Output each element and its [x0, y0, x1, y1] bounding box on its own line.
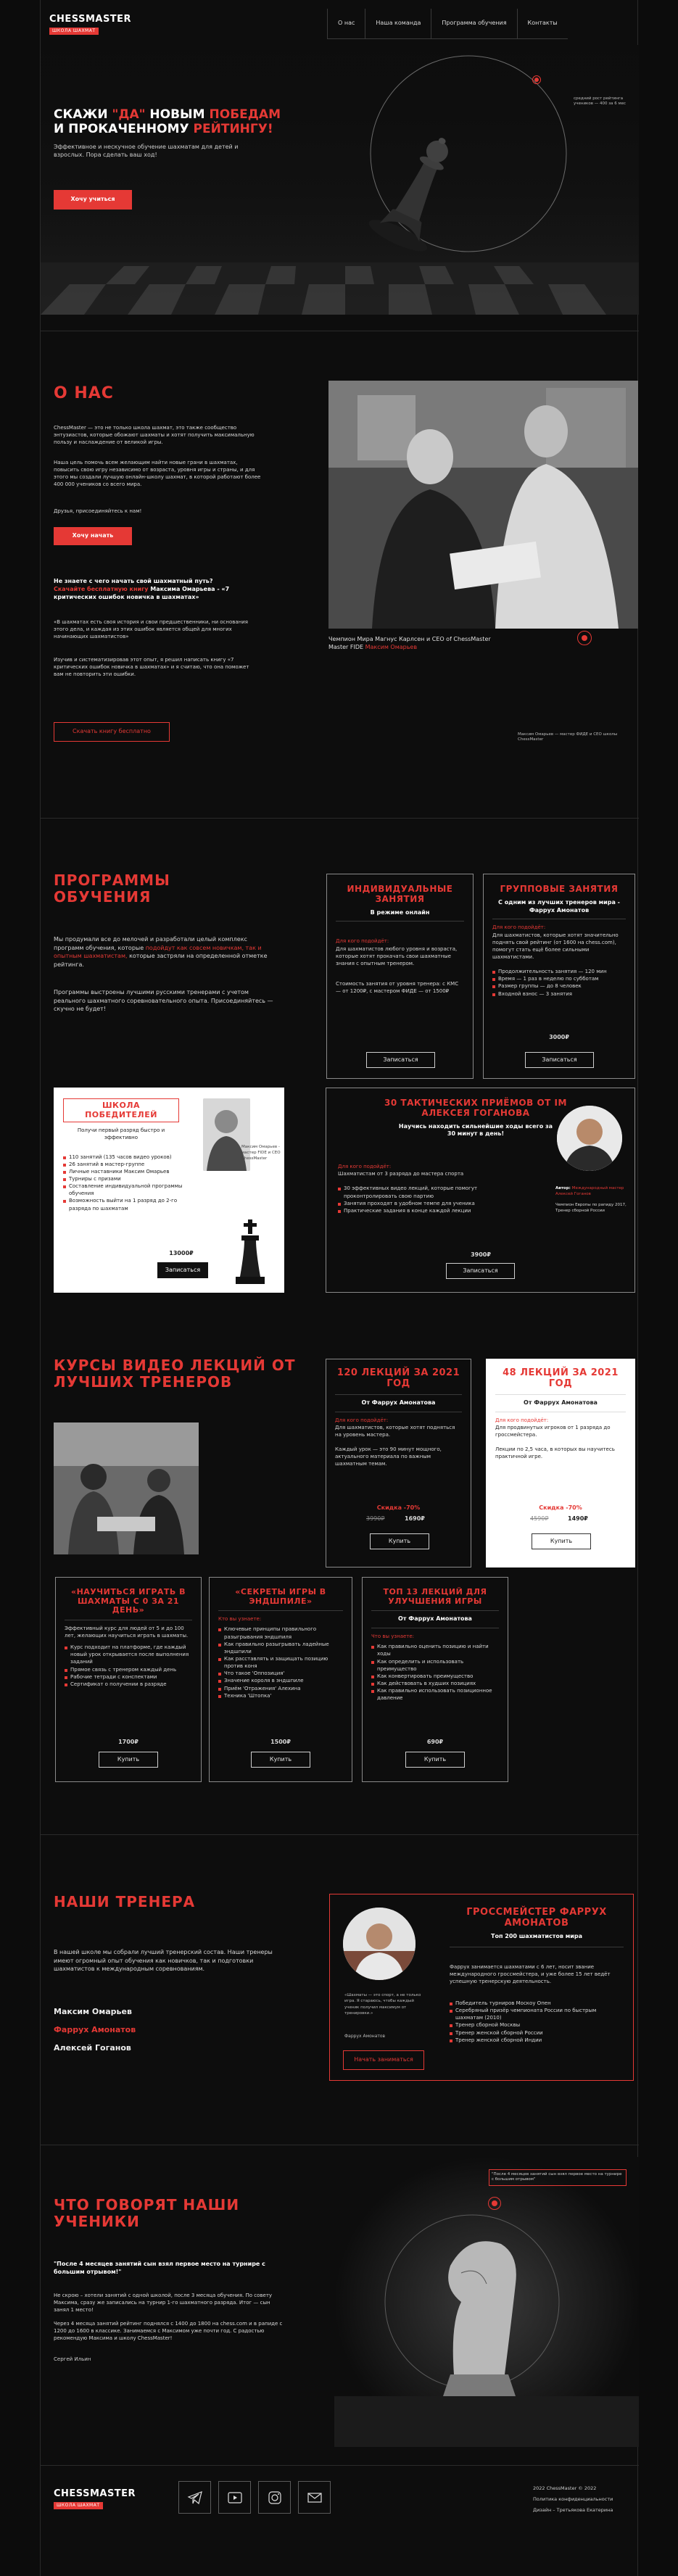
card-school-title-box: [63, 1098, 179, 1122]
list-item: Как расставлять и защищать позицию против коня: [218, 1655, 343, 1670]
carlsen-photo: [328, 381, 638, 629]
list-item: Приём 'Отражения' Алехина: [218, 1685, 343, 1692]
book-download-link[interactable]: Скачайте бесплатную книгу: [54, 585, 149, 592]
list-item: Возможность выйти на 1 разряд до 2-го разряда по шахматам: [63, 1197, 190, 1212]
knight-photo: [334, 2157, 639, 2447]
card-individual-label: Для кого подойдёт:: [336, 938, 389, 945]
footer-design-credit: Дизайн – Третьякова Екатерина: [533, 2507, 613, 2513]
list-item: Победитель турниров Москоу Опен: [450, 2000, 624, 2007]
programs-paragraph-2: Программы выстроены лучшими русскими тренерами с учетом реального шахматного соревновательного опыта. Присоединяйтесь — скучно не будет!: [54, 989, 273, 1013]
footer-policy-link[interactable]: Политика конфиденциальности: [533, 2496, 613, 2502]
list-item: Техника 'Штопка': [218, 1692, 343, 1699]
list-item: Серебряный призёр чемпионата России по быстрым шахматам (2010): [450, 2007, 624, 2021]
card-group-title: ГРУППОВЫЕ ЗАНЯТИЯ: [500, 884, 619, 894]
card-tactics-label: Для кого подойдёт:: [338, 1164, 392, 1170]
list-item: Как правильно использовать позиционное давление: [371, 1687, 499, 1702]
hero-chessboard-image: [41, 45, 639, 315]
card-48-button[interactable]: Купить: [532, 1533, 591, 1549]
about-paragraph-1: ChessMaster — это не только школа шахмат, это также сообщество энтузиастов, которые обожают шахматы и хотят получить максимальную пользу и наслаждение от великой игры.: [54, 425, 255, 446]
coaches-title: НАШИ ТРЕНЕРА: [54, 1893, 196, 1910]
card-48-sub: От Фаррух Амонатова: [524, 1399, 598, 1406]
card-group-list: [492, 968, 626, 998]
card-group-desc: Для шахматистов, которые хотят значительно поднять свой рейтинг (от 1600 на chess.com), помогут стать ещё более сильными шахматистами.: [492, 932, 619, 960]
footer-logo[interactable]: [54, 2488, 136, 2509]
carlsen-photo-svg: [328, 381, 638, 629]
about-quote-2: Изучив и систематизировав этот опыт, я решил написать книгу «7 критических ошибок новичка в шахматах» и я считаю, что она поможет вам не повторить эти ошибки.: [54, 657, 249, 678]
list-item: Продолжительность занятия — 120 мин: [492, 968, 626, 975]
reviews-title: ЧТО ГОВОРЯТ НАШИ УЧЕНИКИ: [54, 2196, 240, 2230]
about-quote-1: «В шахматах есть своя история и свои предшественники, ни основания этого дела, и каждая из этих ошибок является общей для многих начинающих шахматистов»: [54, 619, 248, 640]
card-tactics-title: 30 ТАКТИЧЕСКИХ ПРИЁМОВ ОТ IM АЛЕКСЕЯ ГОГАНОВА: [384, 1098, 567, 1118]
list-item: Значение короля в эндшпиле: [218, 1677, 343, 1684]
list-item: Тренер женской сборной России: [450, 2029, 624, 2037]
card-endgame-price: 1500₽: [270, 1739, 291, 1745]
card-school-coach: Максим Омарьев - мастер FIDE и CEO ChessMaster: [241, 1145, 281, 1161]
card-course-21-days: [55, 1577, 202, 1782]
card-tactics-author-desc: Чемпион Европы по рапиду 2017, Тренер сборной России: [555, 1203, 627, 1213]
card-group-button[interactable]: Записаться: [525, 1052, 594, 1068]
list-item: Как действовать в худших позициях: [371, 1680, 499, 1687]
list-item: 110 занятий (135 часов видео уроков): [63, 1154, 190, 1161]
coach-profile-desc: Фаррух занимается шахматами с 6 лет, носит звание международного гроссмейстера, и уже более 15 лет ведёт успешную тренерскую деятельность.: [450, 1964, 611, 1985]
list-item: Что такое 'Оппозиция': [218, 1670, 343, 1677]
card-120-label: Для кого подойдёт:: [335, 1417, 389, 1423]
card-tactics-price: 3900₽: [471, 1251, 491, 1258]
card-48-title: 48 ЛЕКЦИЙ ЗА 2021 ГОД: [503, 1367, 619, 1389]
card-group: [483, 874, 635, 1079]
list-item: Рабочие тетради с конспектами: [65, 1673, 192, 1681]
card-48-lectures: [486, 1359, 635, 1567]
card-120-sale: Скидка -70%: [376, 1504, 421, 1511]
card-endgame-list: [218, 1625, 343, 1699]
nav-program[interactable]: Программа обучения: [431, 9, 516, 39]
coach-quote-author: Фаррух Амонатов: [344, 2034, 386, 2039]
logo-text: CHESSMASTER: [49, 14, 132, 25]
coach-amonatov-photo: [343, 1908, 416, 1980]
site-column: [40, 0, 638, 2576]
card-48-old-price: 4590₽: [530, 1515, 549, 1522]
hero-marker-dot: [534, 78, 539, 82]
kids-chess-photo: [54, 1422, 199, 1554]
card-120-sub: От Фаррух Амонатова: [361, 1399, 436, 1406]
coach-goganov-photo: [557, 1106, 622, 1171]
coach-name-amonatov[interactable]: Фаррух Амонатов: [54, 2025, 136, 2034]
card-group-sub: С одним из лучших тренеров мира - Фаррух Амонатов: [498, 898, 620, 914]
hero-title: СКАЖИ "ДА" НОВЫМ ПОБЕДАМ И ПРОКАЧЕННОМУ РЕЙТИНГУ!: [54, 107, 281, 137]
about-title: О НАС: [54, 384, 114, 402]
logo-subtitle: ШКОЛА ШАХМАТ: [49, 28, 99, 35]
card-tactics-list: [338, 1185, 519, 1214]
list-item: Тренер женской сборной Индии: [450, 2037, 624, 2044]
top-navigation: [327, 9, 568, 39]
nav-team[interactable]: Наша команда: [365, 9, 431, 39]
section-divider: [41, 2465, 639, 2466]
footer-copyright: 2022 ChessMaster © 2022: [533, 2485, 597, 2491]
card-120-desc2: Каждый урок — это 90 минут мощного, актуального материала по важным шахматным темам.: [335, 1446, 442, 1467]
card-48-sale: Скидка -70%: [539, 1504, 582, 1511]
photo-caption: Чемпион Мира Магнус Карлсен и CEO of ChessMaster Master FIDE Максим Омарьев: [328, 636, 491, 650]
card-120-title: 120 ЛЕКЦИЙ ЗА 2021 ГОД: [336, 1367, 460, 1389]
card-individual-sub: В режиме онлайн: [370, 908, 430, 916]
card-group-label: Для кого подойдёт:: [492, 924, 546, 931]
list-item: Составление индивидуальной программы обучения: [63, 1183, 190, 1197]
list-item: Курс подходит на платформе, где каждый новый урок открывается после выполнения заданий: [65, 1644, 192, 1665]
card-individual: [326, 874, 474, 1079]
list-item: 26 занятий в мастер-группе: [63, 1161, 190, 1168]
card-21-desc: Эффективный курс для людей от 5 и до 100 лет, желающих научиться играть в шахматы.: [65, 1625, 189, 1639]
card-21-list: [65, 1644, 192, 1688]
card-120-desc: Для шахматистов, которые хотят подняться на уровень мастера.: [335, 1424, 455, 1438]
card-top13-list: [371, 1643, 499, 1702]
card-21-title: «НАУЧИТЬСЯ ИГРАТЬ В ШАХМАТЫ С 0 ЗА 21 ДЕНЬ»: [70, 1587, 186, 1615]
list-item: Как определить и использовать преимущество: [371, 1658, 499, 1673]
card-school: [54, 1088, 284, 1293]
youtube-icon[interactable]: [218, 2481, 251, 2514]
list-item: Личные наставники Максим Омарьев: [63, 1168, 190, 1175]
email-icon[interactable]: [298, 2481, 331, 2514]
telegram-icon[interactable]: [178, 2481, 211, 2514]
card-school-list: [63, 1154, 190, 1212]
card-top13-button[interactable]: Купить: [405, 1752, 465, 1768]
card-48-desc2: Лекции по 2,5 часа, в которых вы научитесь практичной игре.: [495, 1446, 615, 1460]
card-21-price: 1700₽: [118, 1739, 139, 1745]
coach-start-button[interactable]: Начать заниматься: [343, 2050, 424, 2070]
review-author: Сергей Ильин: [54, 2356, 91, 2362]
card-individual-button[interactable]: Записаться: [366, 1052, 435, 1068]
card-tactics-sub: Научись находить сильнейшие ходы всего за 30 минут в день!: [398, 1122, 553, 1138]
card-top13-sub: От Фаррух Амонатова: [398, 1615, 472, 1623]
card-individual-desc: Для шахматистов любого уровня и возраста, которые хотят прокачать свои шахматные знания с опытным тренером.: [336, 945, 458, 966]
card-endgame-title: «СЕКРЕТЫ ИГРЫ В ЭНДШПИЛЕ»: [235, 1587, 326, 1606]
logo[interactable]: [49, 13, 131, 35]
list-item: Входной взнос — 3 занятия: [492, 990, 626, 998]
card-120-lectures: [326, 1359, 471, 1567]
card-48-price: 1490₽: [568, 1515, 588, 1522]
card-tactics-button[interactable]: Записаться: [446, 1263, 515, 1279]
coach-profile-sub: Топ 200 шахматистов мира: [491, 1933, 582, 1939]
card-48-desc: Для продвинутых игроков от 1 разряда до гроссмейстера.: [495, 1424, 611, 1438]
card-endgame-button[interactable]: Купить: [251, 1752, 310, 1768]
card-course-top13: [362, 1577, 508, 1782]
hero-stat-note: средний рост рейтинга учеников — 400 за 6 мес: [574, 96, 627, 107]
list-item: Ключевые принципы правильного разыгрывания эндшпиля: [218, 1625, 343, 1640]
lectures-title: КУРСЫ ВИДЕО ЛЕКЦИЙ ОТ ЛУЧШИХ ТРЕНЕРОВ: [54, 1357, 296, 1391]
about-cta-button[interactable]: Хочу начать: [54, 527, 132, 545]
instagram-icon[interactable]: [258, 2481, 291, 2514]
nav-contacts[interactable]: Контакты: [517, 9, 568, 39]
review-marker-dot: [492, 2200, 497, 2206]
review-bubble: "После 4 месяцев занятий сын взял первое место на турнире с большим отрывом": [489, 2169, 627, 2186]
review-paragraph-1: Не скрою – хотели занятий с одной школой, после 3 месяца обучения. По совету Максима, сразу же записались на турнир 1-го шахматного разряда. Итог — сын занял 1 место!: [54, 2293, 273, 2314]
section-divider: [41, 818, 639, 819]
about-paragraph-3: Друзья, присоединяйтесь к нам!: [54, 508, 142, 514]
coach-profile-list: [450, 2000, 624, 2044]
review-paragraph-2: Через 4 месяца занятий рейтинг поднялся с 1400 до 1800 на chess.com и в рапиде с 1200 до 1600 в классике. Занимаемся с Максимом уже почти год. С радостью рекомендую Максима и школу ChessMaster!: [54, 2321, 283, 2342]
list-item: Сертификат о получении в разряде: [65, 1681, 192, 1688]
card-school-button[interactable]: Записаться: [157, 1262, 208, 1278]
list-item: Прямое связь с тренером каждый день: [65, 1666, 192, 1673]
list-item: Размер группы — до 8 человек: [492, 982, 626, 990]
about-marker-dot: [582, 635, 587, 641]
nav-about[interactable]: О нас: [327, 9, 365, 39]
coach-quote: «Шахматы — это спорт, а не только игра. Я стараюсь, чтобы каждый ученик получил максимум от тренировки.»: [344, 1993, 421, 2016]
card-individual-title: ИНДИВИДУАЛЬНЫЕ ЗАНЯТИЯ: [347, 884, 453, 904]
hero-board-svg: [41, 45, 639, 315]
card-school-sub: Получи первый разряд быстро и эффективно: [77, 1127, 165, 1141]
about-paragraph-2: Наша цель помочь всем желающим найти новые грани в шахматах, повысить свою игру независимо от возраста, уровня игры и страны, и для этого мы создали лучшую онлайн-школу шахмат, в которой работают более 400 000 учеников со всего мира.: [54, 460, 261, 488]
section-divider: [41, 1834, 639, 1835]
card-top13-title: ТОП 13 ЛЕКЦИЙ ДЛЯ УЛУЧШЕНИЯ ИГРЫ: [383, 1587, 487, 1606]
card-48-label: Для кого подойдёт:: [495, 1417, 549, 1423]
list-item: Как конвертировать преимущество: [371, 1673, 499, 1680]
footer-logo-text: CHESSMASTER: [54, 2488, 136, 2499]
list-item: 30 эффективных видео лекций, которые помогут проконтролировать свою партию: [338, 1185, 519, 1199]
footer-logo-subtitle: ШКОЛА ШАХМАТ: [54, 2502, 103, 2509]
about-side-note: Максим Омарьев — мастер ФИДЕ и CEO школы ChessMaster: [518, 732, 618, 742]
list-item: Как правильно разыгрывать ладейные эндшпили: [218, 1641, 343, 1655]
review-headline: "После 4 месяцев занятий сын взял первое место на турнире с большим отрывом!": [54, 2261, 265, 2275]
coaches-intro: В нашей школе мы собрали лучший тренерский состав. Наши тренеры имеют огромный опыт обучения как новичков, так и подготовки шахматистов к международным соревнованиям.: [54, 1949, 273, 1973]
card-tactics: [326, 1088, 635, 1293]
card-120-old-price: 3990₽: [366, 1515, 385, 1522]
card-tactics-author: Автор: Международный мастер Алексей Гоганов: [555, 1186, 624, 1196]
card-school-title: ШКОЛА ПОБЕДИТЕЛЕЙ: [85, 1101, 157, 1119]
coach-name-goganov[interactable]: Алексей Гоганов: [54, 2043, 131, 2053]
card-school-price: 13000₽: [169, 1250, 194, 1256]
card-tactics-desc: Шахматистам от 3 разряда до мастера спорта: [338, 1171, 464, 1177]
hero-cta-button[interactable]: Хочу учиться: [54, 190, 132, 210]
list-item: Турниры с призами: [63, 1175, 190, 1183]
card-group-price: 3000₽: [549, 1034, 569, 1040]
list-item: Практические задания в конце каждой лекции: [338, 1207, 519, 1214]
card-endgame-label: Кто вы узнаете:: [218, 1616, 262, 1623]
king-piece-icon: [228, 1215, 272, 1288]
coach-profile-card: [329, 1894, 634, 2081]
card-top13-price: 690₽: [426, 1739, 444, 1745]
list-item: Тренер сборной Москвы: [450, 2021, 624, 2029]
card-21-button[interactable]: Купить: [99, 1752, 158, 1768]
list-item: Как правильно оценить позицию и найти ходы: [371, 1643, 499, 1657]
coach-name-omarev[interactable]: Максим Омарьев: [54, 2007, 132, 2016]
card-120-price: 1690₽: [405, 1515, 425, 1522]
card-individual-price: Стоимость занятия от уровня тренера: с КМС — от 1200₽, с мастером ФИДЕ — от 1500₽: [336, 980, 459, 995]
programs-title: ПРОГРАММЫ ОБУЧЕНИЯ: [54, 871, 170, 906]
about-book-question: Не знаете с чего начать свой шахматный путь? Скачайте бесплатную книгу Максима Омарьева - «7 критических ошибок новичка в шахматах»: [54, 578, 230, 600]
coach-profile-title: ГРОССМЕЙСТЕР ФАРРУХ АМОНАТОВ: [466, 1907, 607, 1929]
programs-paragraph-1: Мы продумали все до мелочей и разработали целый комплекс программ обучения, которые подойдут как совсем новичкам, так и опытным шахматистам, которые застряли на определенной отметке рейтинга.: [54, 936, 268, 968]
card-course-endgame: [209, 1577, 352, 1782]
download-book-button[interactable]: Скачать книгу бесплатно: [54, 722, 170, 742]
list-item: Занятия проходят в удобном темпе для ученика: [338, 1200, 519, 1207]
list-item: Время — 1 раз в неделю по субботам: [492, 975, 626, 982]
card-120-button[interactable]: Купить: [370, 1533, 429, 1549]
hero-subtitle: Эффективное и нескучное обучение шахматам для детей и взрослых. Пора сделать ваш ход!: [54, 144, 239, 158]
knight-photo-svg: [334, 2157, 639, 2447]
card-top13-label: Что вы узнаете:: [371, 1633, 415, 1640]
